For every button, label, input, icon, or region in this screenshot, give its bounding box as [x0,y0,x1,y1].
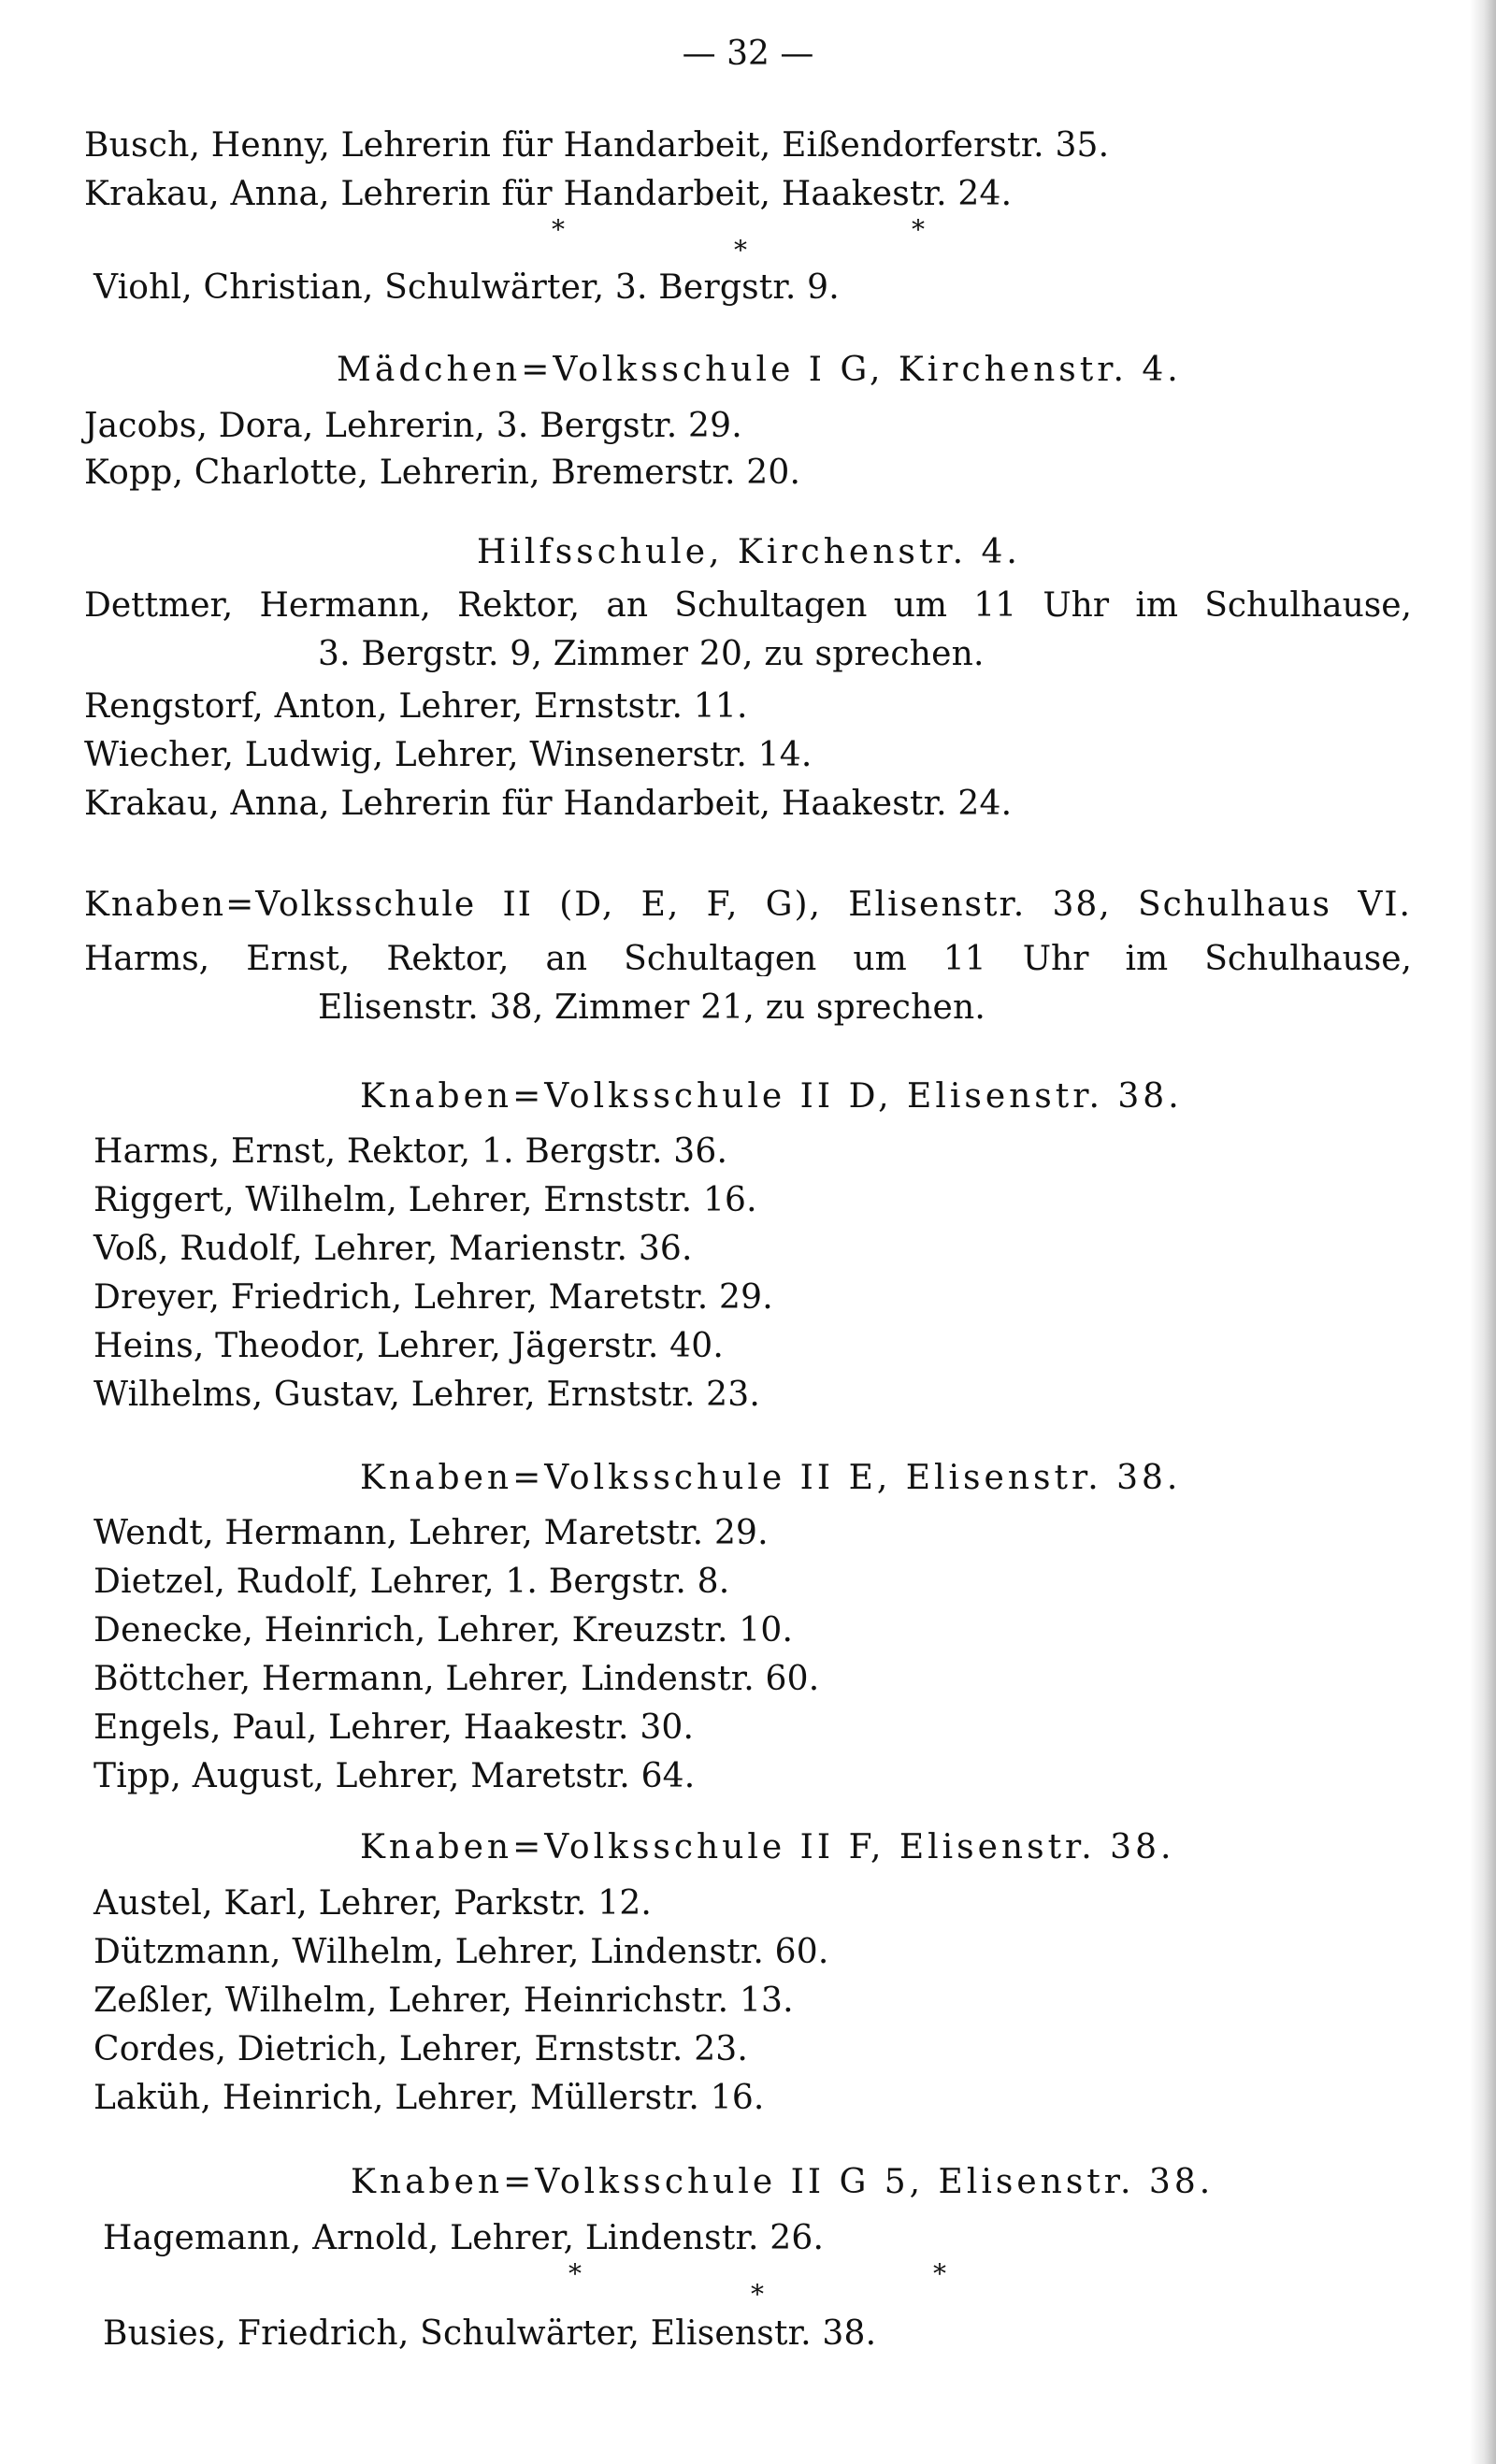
entry-line: Wiecher, Ludwig, Lehrer, Winsenerstr. 14. [84,736,813,774]
entry-line: Dietzel, Rudolf, Lehrer, 1. Bergstr. 8. [94,1563,730,1601]
entry-line: Voß, Rudolf, Lehrer, Marienstr. 36. [94,1230,693,1268]
entry-line: Tipp, August, Lehrer, Maretstr. 64. [94,1757,696,1795]
entry-line: Laküh, Heinrich, Lehrer, Müllerstr. 16. [94,2079,765,2117]
page-edge-shadow [1470,0,1496,2464]
entry-line: Busch, Henny, Lehrerin für Handarbeit, Eißendorferstr. 35. [84,126,1110,165]
section-heading: Knaben=Volksschule II E, Elisenstr. 38. [360,1459,1182,1497]
entry-line: Denecke, Heinrich, Lehrer, Kreuzstr. 10. [94,1611,794,1650]
entry-line: Viohl, Christian, Schulwärter, 3. Bergstr. 9. [94,268,840,307]
entry-line: Jacobs, Dora, Lehrerin, 3. Bergstr. 29. [84,407,742,445]
entry-line: Busies, Friedrich, Schulwärter, Elisenstr. 38. [103,2314,877,2353]
section-heading: Mädchen=Volksschule I G, Kirchenstr. 4. [337,351,1182,389]
separator-star: * [912,214,925,245]
separator-star: * [734,235,747,266]
rektor-line-continued: Elisenstr. 38, Zimmer 21, zu sprechen. [318,988,986,1027]
entry-line: Dreyer, Friedrich, Lehrer, Maretstr. 29. [94,1278,773,1317]
entry-line: Zeßler, Wilhelm, Lehrer, Heinrichstr. 13. [94,1981,794,2020]
separator-star: * [933,2258,946,2289]
entry-line: Austel, Karl, Lehrer, Parkstr. 12. [94,1884,653,1923]
entry-line: Krakau, Anna, Lehrerin für Handarbeit, Haakestr. 24. [84,175,1013,213]
section-heading: Knaben=Volksschule II F, Elisenstr. 38. [360,1828,1175,1866]
entry-line: Wendt, Hermann, Lehrer, Maretstr. 29. [94,1514,769,1552]
entry-line: Krakau, Anna, Lehrerin für Handarbeit, Haakestr. 24. [84,785,1013,823]
entry-line: Engels, Paul, Lehrer, Haakestr. 30. [94,1708,695,1747]
entry-line: Dützmann, Wilhelm, Lehrer, Lindenstr. 60. [94,1933,829,1971]
rektor-line: Harms, Ernst, Rektor, an Schultagen um 11 Uhr im Schulhause, [84,943,1412,976]
section-heading: Knaben=Volksschule II D, Elisenstr. 38. [360,1077,1183,1116]
entry-line: Böttcher, Hermann, Lehrer, Lindenstr. 60. [94,1660,820,1698]
entry-line: Kopp, Charlotte, Lehrerin, Bremerstr. 20. [84,454,801,492]
entry-line: Rengstorf, Anton, Lehrer, Ernststr. 11. [84,687,748,726]
section-heading: Knaben=Volksschule II (D, E, F, G), Elisenstr. 38, Schulhaus VI. [84,888,1412,922]
entry-line: Wilhelms, Gustav, Lehrer, Ernststr. 23. [94,1376,760,1414]
separator-star: * [568,2258,582,2289]
separator-star: * [751,2279,764,2310]
rektor-line: Dettmer, Hermann, Rektor, an Schultagen um 11 Uhr im Schulhause, [84,589,1412,623]
entry-line: Cordes, Dietrich, Lehrer, Ernststr. 23. [94,2030,749,2068]
separator-star: * [552,214,565,245]
page-number: — 32 — [682,35,814,73]
entry-line: Hagemann, Arnold, Lehrer, Lindenstr. 26. [103,2219,825,2257]
entry-line: Harms, Ernst, Rektor, 1. Bergstr. 36. [94,1132,728,1171]
entry-line: Riggert, Wilhelm, Lehrer, Ernststr. 16. [94,1181,757,1219]
entry-line: Heins, Theodor, Lehrer, Jägerstr. 40. [94,1327,725,1365]
rektor-line-continued: 3. Bergstr. 9, Zimmer 20, zu sprechen. [318,635,985,673]
section-heading: Knaben=Volksschule II G 5, Elisenstr. 38. [351,2163,1215,2201]
section-heading: Hilfsschule, Kirchenstr. 4. [477,533,1021,571]
